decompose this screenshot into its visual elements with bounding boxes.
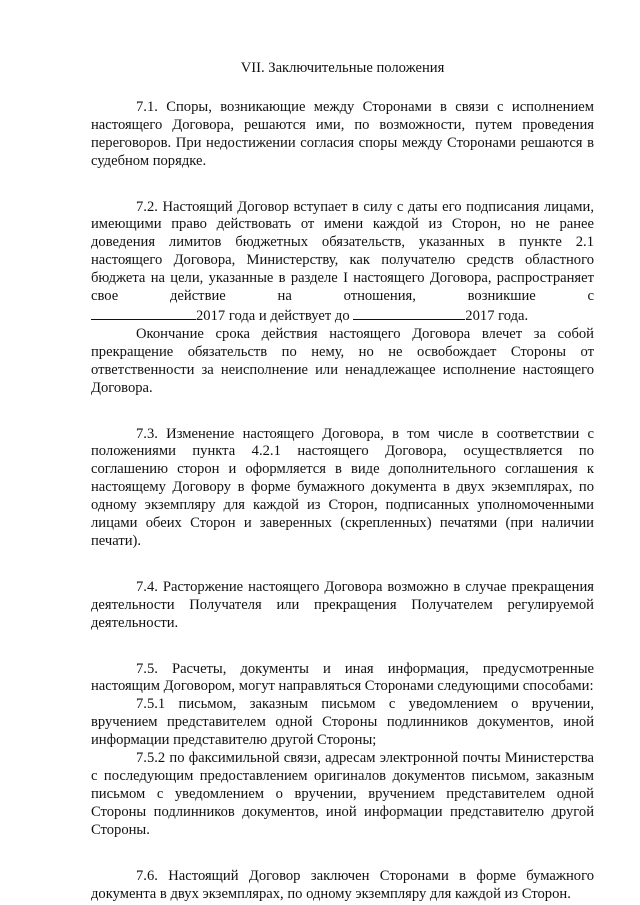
- clause-7-5-1: 7.5.1 письмом, заказным письмом с уведомлением о вручении, вручением представителем одной Стороны подлинников документов, иной информации представителю другой Стороны;: [91, 696, 594, 749]
- paragraph-gap: [91, 398, 594, 426]
- document-body: [91, 60, 594, 903]
- clause-7-2-year-start: 2017 года и действует до: [196, 307, 350, 324]
- date-blank-end: [353, 306, 465, 320]
- clause-7-2-dates-line: [91, 306, 594, 326]
- clause-7-3: 7.3. Изменение настоящего Договора, в том числе в соответствии с положениями пункта 4.2.1 настоящего Договора, осуществляется по соглашению сторон и оформляется в виде дополнительного соглашения к настоящему Договору в форме бумажного документа в двух экземплярах, по одному экземпляру для каждой из Сторон, подписанных уполномоченными лицами обеих Сторон и заверенных (скрепленных) печатями (при наличии печати).: [91, 425, 594, 549]
- paragraph-gap: [91, 840, 594, 868]
- clause-7-2-second: Окончание срока действия настоящего Договора влечет за собой прекращение обязательств по нему, но не освобождает Стороны от ответственности за неисполнение или ненадлежащее исполнение настоящего Договора.: [91, 325, 594, 396]
- clause-7-1: 7.1. Споры, возникающие между Сторонами в связи с исполнением настоящего Договора, решаются ими, по возможности, путем проведения переговоров. При недостижении согласия споры между Сторонами решаются в судебном порядке.: [91, 98, 594, 169]
- clause-7-4: 7.4. Расторжение настоящего Договора возможно в случае прекращения деятельности Получателя или прекращения Получателем регулируемой деятельности.: [91, 578, 594, 631]
- paragraph-gap: [91, 171, 594, 199]
- clause-7-6: 7.6. Настоящий Договор заключен Сторонами в форме бумажного документа в двух экземплярах, по одному экземпляру для каждой из Сторон.: [91, 867, 594, 902]
- clause-7-2-year-end: 2017 года.: [465, 307, 529, 324]
- clause-7-5-2: 7.5.2 по факсимильной связи, адресам электронной почты Министерства с последующим предоставлением оригиналов документов письмом, заказным письмом с уведомлением о вручении, вручением представителем одной Стороны подлинников документов, иной информации представителю другой Стороны.: [91, 750, 594, 838]
- section-heading: VII. Заключительные положения: [240, 60, 445, 76]
- date-blank-start: [91, 306, 196, 320]
- paragraph-gap: [91, 633, 594, 661]
- clause-7-5: 7.5. Расчеты, документы и иная информация, предусмотренные настоящим Договором, могут направляться Сторонами следующими способами:: [91, 660, 594, 695]
- clause-7-2-main: 7.2. Настоящий Договор вступает в силу с даты его подписания лицами, имеющими право действовать от имени каждой из Сторон, но не ранее доведения лимитов бюджетных обязательств, указанных в пункте 2.1 настоящего Договора, Министерству, как получателю средств областного бюджета на цели, указанные в разделе I настоящего Договора, распространяет свое действие на отношения, возникшие с: [91, 198, 594, 305]
- paragraph-gap: [91, 551, 594, 579]
